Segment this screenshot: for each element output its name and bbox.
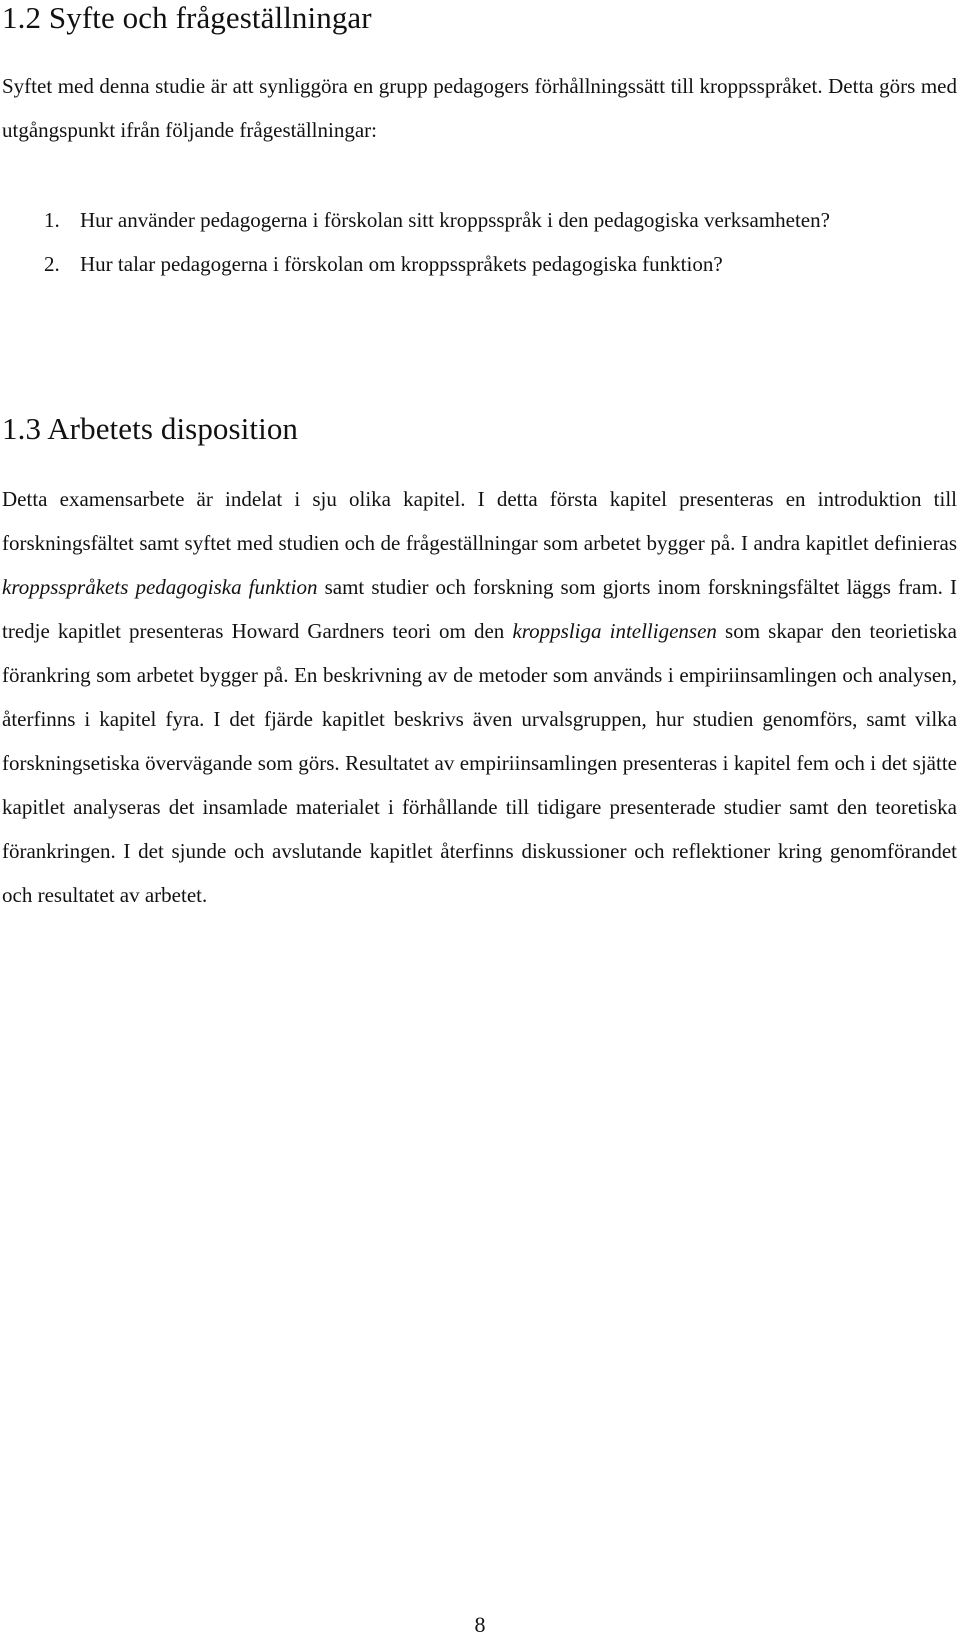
list-number: 2. (44, 252, 60, 276)
question-text: Hur använder pedagogerna i förskolan sitt kroppsspråk i den pedagogiska verksamheten? (80, 208, 830, 232)
disposition-paragraph (2, 477, 957, 917)
research-questions-list (2, 198, 957, 286)
section-heading-disposition: 1.3 Arbetets disposition (2, 411, 299, 446)
research-question (2, 242, 957, 286)
emphasis-text: kroppsliga intelligensen (512, 619, 717, 643)
question-text: Hur talar pedagogerna i förskolan om kroppsspråkets pedagogiska funktion? (80, 252, 723, 276)
section-heading-syfte: 1.2 Syfte och frågeställningar (2, 0, 372, 35)
paragraph-text: samt studier och forskning som gjorts inom forskningsfältet läggs fram. I tredje kapitlet presenteras Howard Gardners teori om den (2, 575, 957, 643)
research-question (2, 198, 957, 242)
emphasis-text: kroppsspråkets pedagogiska funktion (2, 575, 318, 599)
purpose-paragraph: Syftet med denna studie är att synliggöra en grupp pedagogers förhållningssätt till kroppsspråket. Detta görs med utgångspunkt ifrån följande frågeställningar: (2, 74, 957, 142)
page-number: 8 (474, 1612, 486, 1637)
paragraph-text: Detta examensarbete är indelat i sju olika kapitel. I detta första kapitel presenteras en introduktion till forskningsfältet samt syftet med studien och de frågeställningar som arbetet bygger på. I andra kapitlet definieras (2, 487, 957, 555)
paragraph-text: som skapar den teorietiska förankring som arbetet bygger på. En beskrivning av de metoder som används i empiriinsamlingen och analysen, återfinns i kapitel fyra. I det fjärde kapitlet beskrivs även urvalsgruppen, hur studien genomförs, samt vilka forskningsetiska övervägande som görs. Resultatet av empiriinsamlingen presenteras i kapitel fem och i det sjätte kapitlet analyseras det insamlade materialet i förhållande till tidigare presenterade studier samt den teoretiska förankringen. I det sjunde och avslutande kapitlet återfinns diskussioner och reflektioner kring genomförandet och resultatet av arbetet. (2, 619, 957, 907)
list-number: 1. (44, 208, 60, 232)
